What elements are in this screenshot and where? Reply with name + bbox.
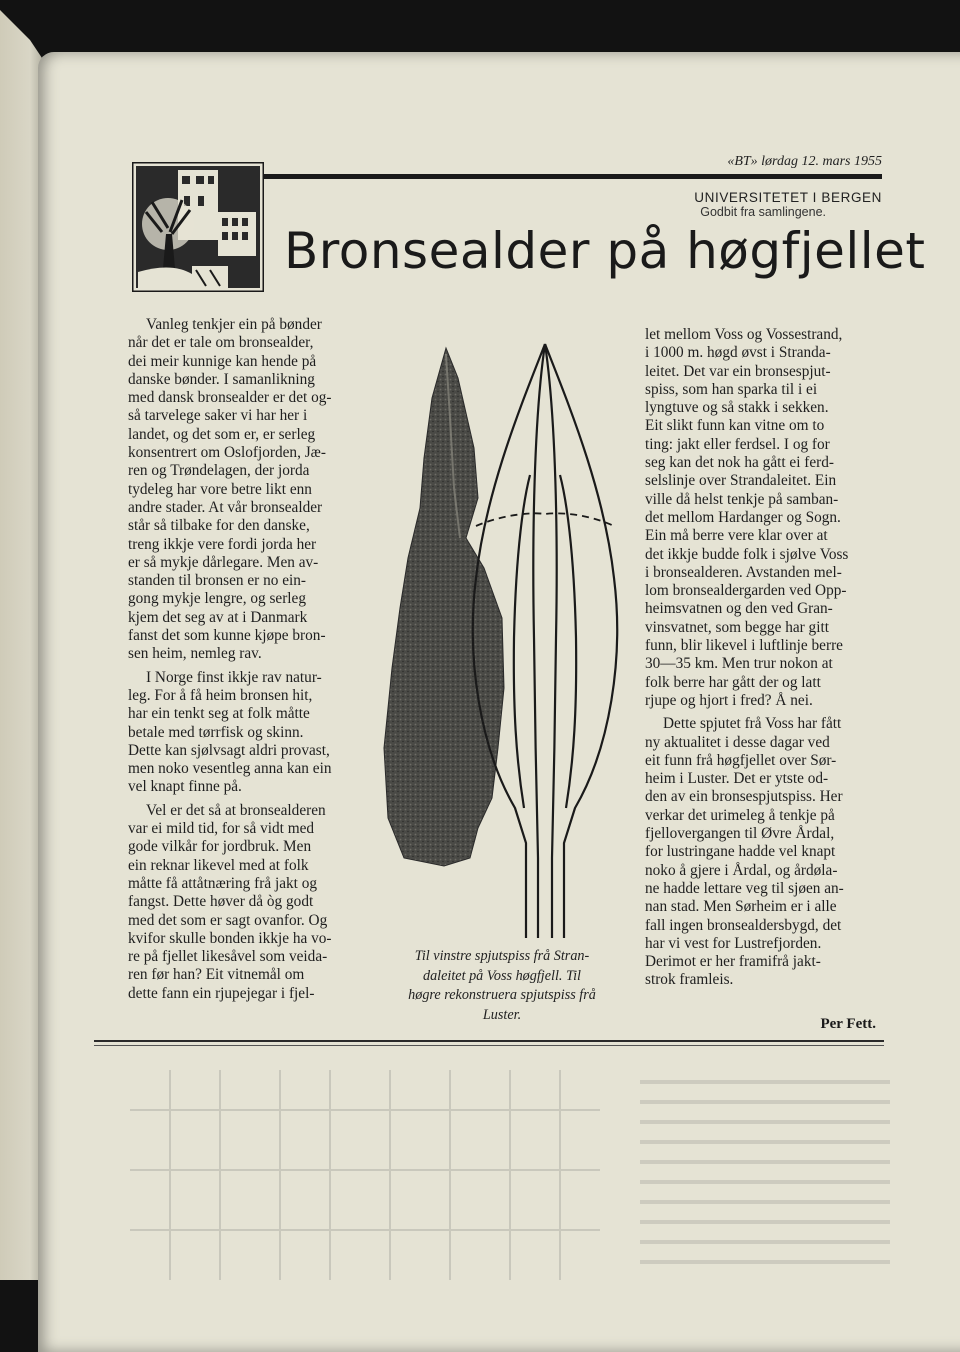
article-headline: Bronsealder på høgfjellet <box>284 222 926 280</box>
paragraph <box>128 316 372 664</box>
text-line: kvifor skulle bonden ikkje ha vo- <box>128 929 332 947</box>
text-line: Ein må berre vere klar over at <box>645 527 828 545</box>
caption-line: høgre rekonstruera spjutspiss frå <box>408 987 596 1003</box>
text-line: heim i Luster. Det er ytste od- <box>645 770 829 788</box>
text-line: eit funn frå høgfjellet over Sør- <box>645 751 837 769</box>
text-line: konsentrert om Oslofjorden, Jæ- <box>128 444 326 462</box>
text-line: lom bronsealdergarden ved Opp- <box>645 582 847 600</box>
text-line: selslinje over Strandaleitet. Ein <box>645 472 837 490</box>
text-line: fanst det som kunne kjøpe bron- <box>128 627 326 645</box>
bottom-rule-thin <box>94 1045 884 1046</box>
paragraph <box>645 326 885 710</box>
institution-name: UNIVERSITETET I BERGEN <box>694 190 882 205</box>
text-line: det mellom Hardanger og Sogn. <box>645 508 841 526</box>
text-line: verkar det urimeleg å tenkje på <box>645 806 835 824</box>
text-line: kjem det seg av at i Danmark <box>128 608 308 626</box>
text-line: Vanleg tenkjer ein på bønder <box>146 316 322 333</box>
text-line: når det er tale om bronsealder, <box>128 334 314 352</box>
text-line: heimsvatnen og den ved Gran- <box>645 600 833 618</box>
text-line: i 1000 m. høgd øvst i Stranda- <box>645 344 831 362</box>
text-line: ne hadde lettare veg til sjøen an- <box>645 879 844 897</box>
article-column-right <box>645 326 885 990</box>
text-line: I Norge finst ikkje rav natur- <box>146 668 322 686</box>
text-line: i bronsealderen. Avstanden mel- <box>645 563 842 581</box>
text-line: funn, blir likevel i luftlinje berre <box>645 637 843 655</box>
text-line: gode vilkår for jordbruk. Men <box>128 838 312 856</box>
text-line: fjellovergangen til Øvre Årdal, <box>645 825 835 843</box>
text-line: Eit slikt funn kan vitne om to <box>645 417 825 435</box>
text-line: 30—35 km. Men trur nokon at <box>645 655 833 673</box>
text-line: men noko vesentleg anna kan ein <box>128 760 332 778</box>
text-line: tydeleg har vore betre likt enn <box>128 480 312 498</box>
text-line: fangst. Dette høver då òg godt <box>128 893 314 911</box>
spearhead-figure <box>374 338 630 938</box>
collection-subtitle: Godbit fra samlingene. <box>700 205 826 219</box>
university-logo-illustration <box>132 162 264 292</box>
text-line: var ei mild tid, for så vidt med <box>128 820 315 838</box>
text-line: nan stad. Men Sørheim er i alle <box>645 898 837 916</box>
text-line: fall ingen bronsealdersbygd, det <box>645 916 842 934</box>
paragraph <box>645 715 885 989</box>
bottom-rule <box>94 1040 884 1042</box>
header-rule <box>262 174 882 179</box>
text-line: sen heim, nemleg rav. <box>128 645 262 663</box>
text-line: standen til bronsen er no ein- <box>128 572 306 590</box>
text-line: den av ein bronsespjutspiss. Her <box>645 788 843 806</box>
text-line: lyngtuve og så stakk i sekken. <box>645 399 829 417</box>
bronze-spearhead-photo <box>384 348 504 866</box>
text-line: folk berre har gått der og latt <box>645 673 821 691</box>
text-line: vel knapt finne på. <box>128 778 242 796</box>
text-line: treng ikkje vere fordi jorda her <box>128 535 317 553</box>
text-line: Dette kan sjølvsagt aldri provast, <box>128 741 330 759</box>
text-line: noko å gjere i Årdal, og årdøla- <box>645 861 838 879</box>
text-line: betale med tørrfisk og skinn. <box>128 723 304 741</box>
paragraph <box>128 669 372 797</box>
text-line: Vel er det så at bronsealderen <box>146 801 326 819</box>
text-line: ein reknar likevel med at folk <box>128 856 309 874</box>
text-line: strok framleis. <box>645 971 734 989</box>
text-line: dette fann ein rjupejegar i fjel- <box>128 984 315 1002</box>
text-line: er så mykje dårlegare. Men av- <box>128 553 319 571</box>
caption-line: daleitet på Voss høgfjell. Til <box>422 967 582 984</box>
text-line: har ein tenkt seg at folk måtte <box>128 705 310 723</box>
text-line: ren og Trøndelagen, der jorda <box>128 462 310 480</box>
text-line: danske bønder. I samanlikning <box>128 370 315 388</box>
figure-caption <box>374 947 630 1025</box>
header-date: «BT» lørdag 12. mars 1955 <box>727 154 882 169</box>
show-through-from-next-page <box>130 1050 910 1280</box>
text-line: spiss, som han sparka til i ei <box>645 380 818 398</box>
text-line: re på fjellet likesåvel som veida- <box>128 948 328 966</box>
text-line: leitet. Det var ein bronsespjut- <box>645 362 831 380</box>
text-line: seg kan det nok ha gått ei ferd- <box>645 454 835 472</box>
author-signature: Per Fett. <box>820 1016 876 1032</box>
text-line: det ikkje budde folk i sjølve Voss <box>645 545 849 563</box>
text-line: ny aktualitet i desse dagar ved <box>645 733 830 751</box>
text-line: med dansk bronsealder er det og- <box>128 389 332 407</box>
paragraph <box>128 802 372 1003</box>
text-line: Dette spjutet frå Voss har fått <box>663 715 842 733</box>
text-line: ville då helst tenkje på samban- <box>645 490 839 508</box>
text-line: leg. For å få heim bronsen hit, <box>128 686 313 704</box>
text-line: ren før han? Eit vitnemål om <box>128 966 305 984</box>
text-line: har vi vest for Lustrefjorden. <box>645 934 822 952</box>
caption-line: Luster. <box>482 1006 522 1023</box>
text-line: gong mykje lengre, og serleg <box>128 590 306 608</box>
text-line: for lustringane hadde vel knapt <box>645 843 836 861</box>
text-line: vinsvatnet, som begge har gitt <box>645 618 829 636</box>
text-line: landet, og det som er, er serleg <box>128 425 316 443</box>
text-line: rjupe og hjort i fred? Å nei. <box>645 691 813 709</box>
text-line: står så tilbake for den danske, <box>128 517 310 535</box>
text-line: med det som er sagt ovanfor. Og <box>128 911 328 929</box>
text-line: andre stader. At vår bronsealder <box>128 498 323 516</box>
text-line: let mellom Voss og Vossestrand, <box>645 326 843 343</box>
caption-line: Til vinstre spjutspiss frå Stran- <box>414 948 590 964</box>
text-line: dei meir kunnige kan hende på <box>128 352 317 370</box>
text-line: Derimot er her framifrå jakt- <box>645 953 821 971</box>
text-line: måtte få attåtnæring frå jakt og <box>128 874 318 892</box>
text-line: så tarvelege saker vi har her i <box>128 407 308 425</box>
article-column-left <box>128 316 372 1003</box>
text-line: ting: jakt eller ferdsel. I og for <box>645 435 830 453</box>
